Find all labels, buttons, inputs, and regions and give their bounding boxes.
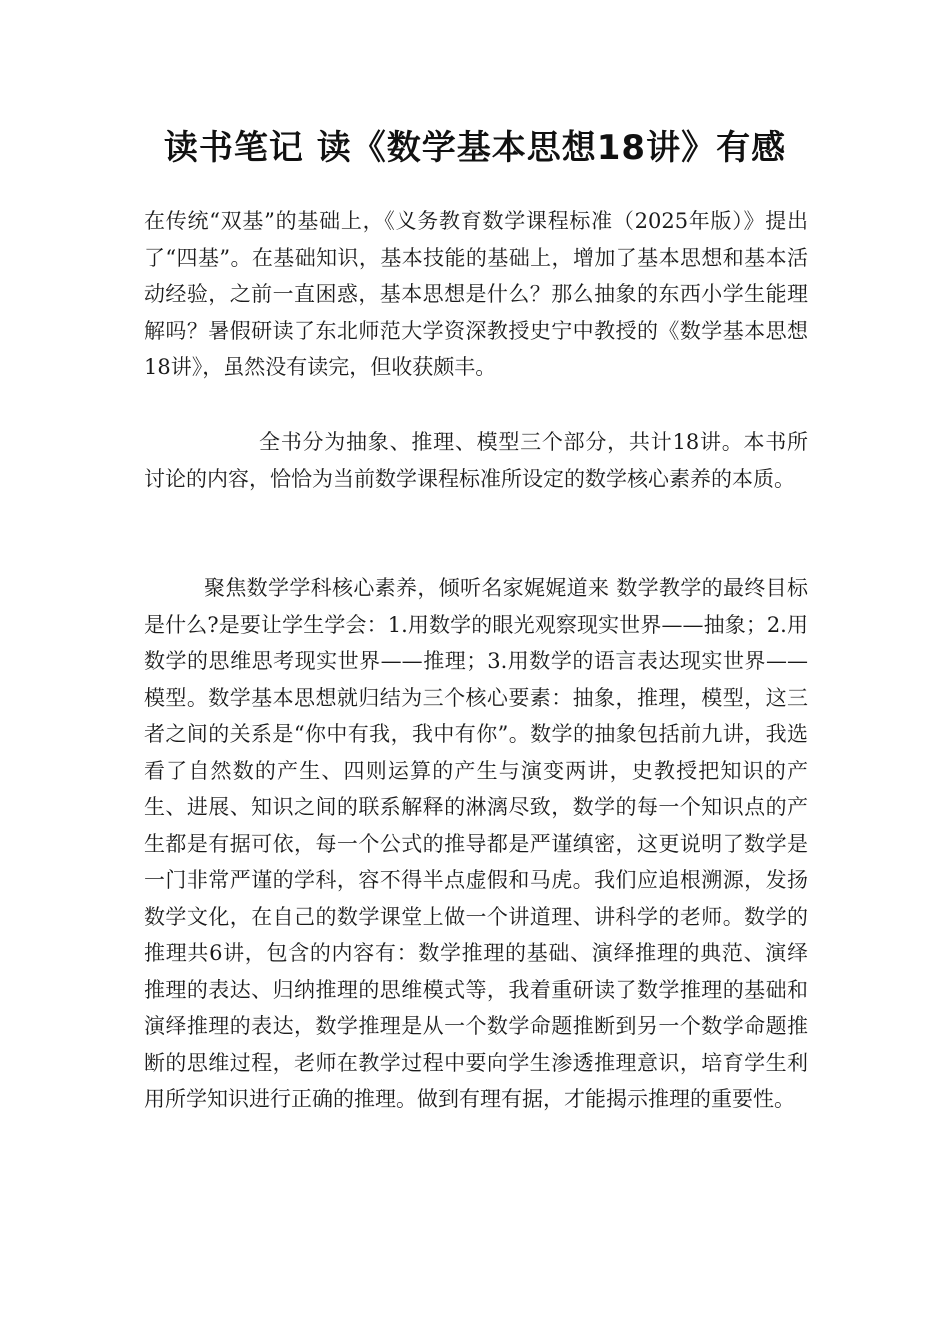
paragraph-intro: 在传统“双基”的基础上，《义务教育数学课程标准（2025年版）》提出了“四基”。在基础知识，基本技能的基础上，增加了基本思想和基本活动经验，之前一直困惑，基本思想是什么？那么抽象的东西小学生能理解吗？暑假研读了东北师范大学资深教授史宁中教授的《数学基本思想18讲》，虽然没有读完，但收获颇丰。: [144, 209, 808, 379]
paragraph-core-literacy: 聚焦数学学科核心素养，倾听名家娓娓道来 数学教学的最终目标是什么?是要让学生学会：1.用数学的眼光观察现实世界——抽象；2.用数学的思维思考现实世界——推理；3.用数学的语言表达现实世界——模型。数学基本思想就归结为三个核心要素：抽象，推理，模型，这三者之间的关系是“你中有我，我中有你”。数学的抽象包括前九讲，我选看了自然数的产生、四则运算的产生与演变两讲，史教授把知识的产生、进展、知识之间的联系解释的淋漓尽致，数学的每一个知识点的产生都是有据可依，每一个公式的推导都是严谨缜密，这更说明了数学是一门非常严谨的学科，容不得半点虚假和马虎。我们应追根溯源，发扬数学文化，在自己的数学课堂上做一个讲道理、讲科学的老师。数学的推理共6讲，包含的内容有：数学推理的基础、演绎推理的典范、演绎推理的表达、归纳推理的思维模式等，我着重研读了数学推理的基础和演绎推理的表达，数学推理是从一个数学命题推断到另一个数学命题推断的思维过程，老师在教学过程中要向学生渗透推理意识，培育学生利用所学知识进行正确的推理。做到有理有据，才能揭示推理的重要性。: [144, 576, 808, 1111]
document-title: 读书笔记 读《数学基本思想18讲》有感: [163, 128, 787, 168]
paragraph-book-structure: 全书分为抽象、推理、模型三个部分，共计18讲。本书所讨论的内容，恰恰为当前数学课程标准所设定的数学核心素养的本质。: [144, 430, 808, 491]
